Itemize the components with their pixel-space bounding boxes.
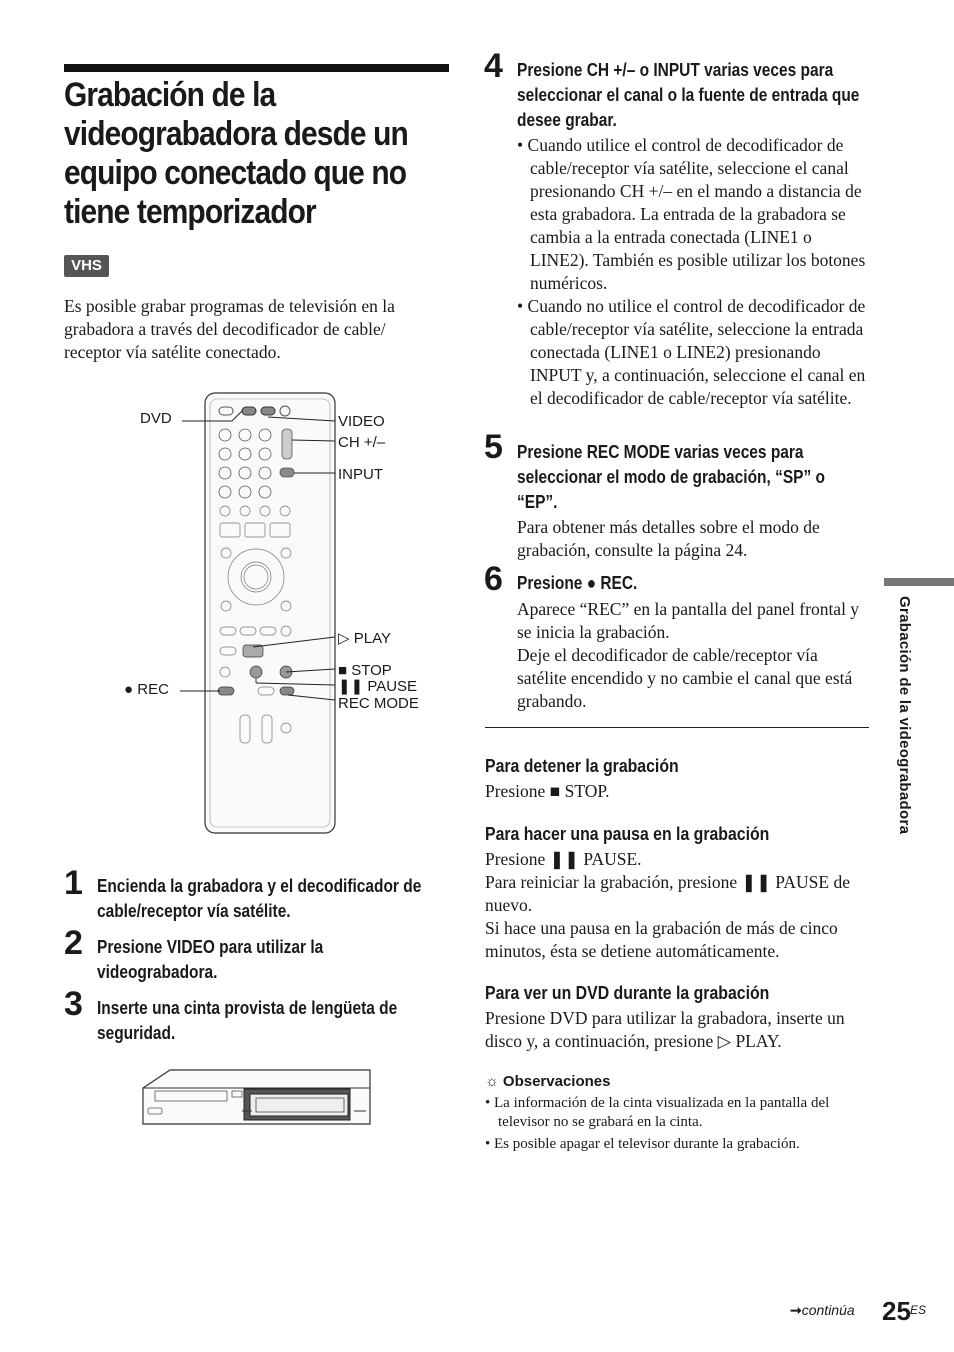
step-3-text: Inserte una cinta provista de lengüeta de seguridad. (97, 998, 398, 1043)
language-code: ES (910, 1303, 927, 1317)
dvd-body: Presione DVD para utilizar la grabadora, inserte un disco y, a continuación, presione ▷ PLAY. (485, 1008, 845, 1051)
play-icon: ▷ (338, 630, 350, 647)
stop-body: Presione ■ STOP. (485, 781, 610, 801)
record-icon: ● (124, 681, 134, 698)
side-tab-marker (884, 578, 954, 586)
notes-list (485, 1094, 870, 1154)
remote-illustration (120, 385, 440, 840)
label-input: INPUT (338, 466, 383, 483)
step-6-body: Aparece “REC” en la pantalla del panel frontal y se inicia la grabación. Deje el decodificador de cable/receptor vía satélite encendido y no cambie el canal que está grabando. (517, 599, 860, 711)
label-dvd: DVD (140, 410, 172, 427)
step-6-text: Presione ● REC. (517, 573, 638, 593)
dvd-heading: Para ver un DVD durante la grabación (485, 983, 770, 1003)
list-item: • Cuando utilice el control de decodificador de cable/receptor vía satélite, seleccione el canal presionando CH +/– en el mando a distancia de esta grabadora. La entrada de la grabadora se cambia a la entrada conectada (LINE1 o LINE2). También es posible utilizar los botones numéricos. (517, 135, 866, 293)
step-5-body: Para obtener más detalles sobre el modo de grabación, consulte la página 24. (517, 517, 820, 560)
section-divider (485, 727, 869, 728)
step-2-text: Presione VIDEO para utilizar la videograbadora. (97, 937, 324, 982)
label-pause: ❚❚ PAUSE (338, 678, 418, 695)
list-item: • Cuando no utilice el control de decodificador de cable/receptor vía satélite, seleccione la entrada conectada (LINE1 o LINE2) presionando INPUT y, a continuación, seleccione el canal en el decodificador de cable/receptor vía satélite. (517, 296, 866, 408)
step-number-3: 3 (64, 985, 83, 1023)
label-video: VIDEO (338, 413, 385, 430)
label-ch: CH +/– (338, 434, 386, 451)
arrow-right-icon: ➞ (790, 1302, 802, 1318)
step-number-2: 2 (64, 924, 83, 962)
list-item: • La información de la cinta visualizada en la pantalla del televisor no se grabará en la cinta. (485, 1095, 830, 1130)
pause-body: Presione ❚❚ PAUSE. Para reiniciar la grabación, presione ❚❚ PAUSE de nuevo. Si hace una pausa en la grabación de más de cinco minutos, ésta se detiene automáticamente. (485, 849, 850, 961)
step-number-1: 1 (64, 864, 83, 902)
label-play: ▷ PLAY (338, 630, 391, 647)
vhs-badge: VHS (64, 255, 109, 277)
step-number-6: 6 (484, 560, 503, 598)
stop-icon: ■ (338, 662, 348, 679)
step-4-bullets (517, 134, 873, 410)
pause-heading: Para hacer una pausa en la grabación (485, 824, 770, 844)
step-4-text: Presione CH +/– o INPUT varias veces para seleccionar el canal o la fuente de entrada que desee grabar. (517, 60, 860, 130)
title-rule (64, 64, 449, 72)
side-tab-label: Grabación de la videograbadora (896, 596, 913, 835)
continue-indicator: ➞continúa (790, 1302, 855, 1318)
notes-heading: ☼ Observaciones (485, 1073, 611, 1090)
step-1-text: Encienda la grabadora y el decodificador de cable/receptor vía satélite. (97, 876, 422, 921)
label-stop: ■ STOP (338, 662, 392, 679)
stop-heading: Para detener la grabación (485, 756, 679, 776)
lightbulb-icon: ☼ (485, 1073, 499, 1090)
pause-icon: ❚❚ (338, 678, 364, 695)
page-number: 25 (882, 1296, 911, 1326)
list-item: • Es posible apagar el televisor durante la grabación. (485, 1136, 800, 1152)
step-number-4: 4 (484, 47, 503, 85)
step-5-text: Presione REC MODE varias veces para seleccionar el modo de grabación, “SP” o “EP”. (517, 442, 825, 512)
intro-text: Es posible grabar programas de televisión en la grabadora a través del decodificador de cable/ receptor vía satélite conectado. (64, 296, 395, 362)
label-rec: ● REC (124, 681, 169, 698)
label-rec-mode: REC MODE (338, 695, 419, 712)
recorder-illustration (140, 1066, 375, 1132)
page-title: Grabación de la videograbadora desde un equipo conectado que no tiene temporizador (64, 76, 408, 231)
step-number-5: 5 (484, 428, 503, 466)
